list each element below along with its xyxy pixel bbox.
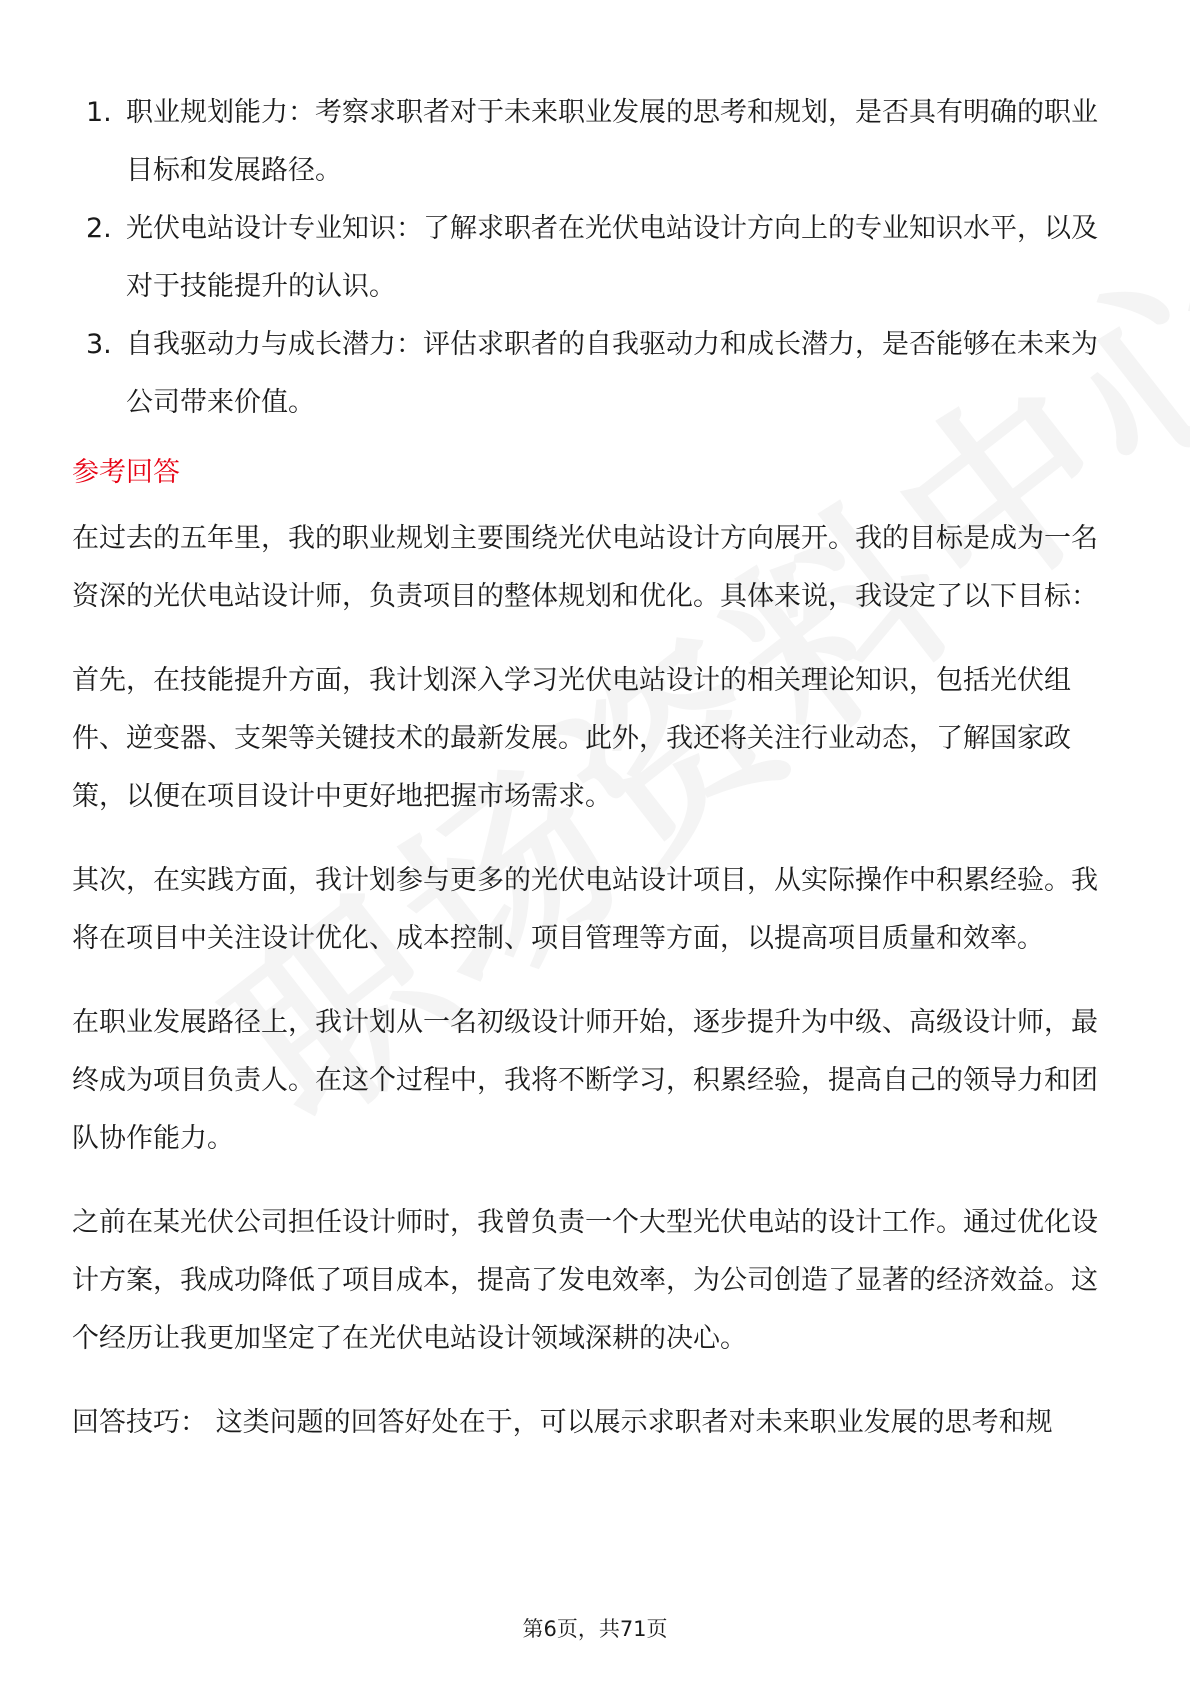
list-item-text: 自我驱动力与成长潜力：评估求职者的自我驱动力和成长潜力，是否能够在未来为公司带来价值。 [126, 329, 1098, 418]
list-item [72, 316, 1122, 432]
paragraph: 首先，在技能提升方面，我计划深入学习光伏电站设计的相关理论知识，包括光伏组件、逆变器、支架等关键技术的最新发展。此外，我还将关注行业动态，了解国家政策，以便在项目设计中更好地把握市场需求。 [72, 665, 1071, 812]
page-number: 第6页，共71页 [522, 1617, 668, 1641]
list-item-number: 1. [86, 97, 112, 128]
evaluation-criteria-list [72, 84, 1122, 432]
list-item [72, 84, 1122, 200]
list-item-number: 2. [86, 213, 112, 244]
list-item-number: 3. [86, 329, 112, 360]
paragraph: 回答技巧： 这类问题的回答好处在于，可以展示求职者对未来职业发展的思考和规 [72, 1407, 1053, 1438]
paragraph: 之前在某光伏公司担任设计师时，我曾负责一个大型光伏电站的设计工作。通过优化设计方案，我成功降低了项目成本，提高了发电效率，为公司创造了显著的经济效益。这个经历让我更加坚定了在光伏电站设计领域深耕的决心。 [72, 1207, 1098, 1354]
section-title: 参考回答 [72, 457, 180, 488]
list-item-text: 光伏电站设计专业知识：了解求职者在光伏电站设计方向上的专业知识水平，以及对于技能提升的认识。 [126, 213, 1098, 302]
paragraph: 在过去的五年里，我的职业规划主要围绕光伏电站设计方向展开。我的目标是成为一名资深的光伏电站设计师，负责项目的整体规划和优化。具体来说，我设定了以下目标： [72, 523, 1098, 612]
paragraph: 其次，在实践方面，我计划参与更多的光伏电站设计项目，从实际操作中积累经验。我将在项目中关注设计优化、成本控制、项目管理等方面，以提高项目质量和效率。 [72, 865, 1098, 954]
list-item-text: 职业规划能力：考察求职者对于未来职业发展的思考和规划，是否具有明确的职业目标和发展路径。 [126, 97, 1098, 186]
list-item [72, 200, 1122, 316]
document-body [72, 84, 1122, 1478]
paragraph: 在职业发展路径上，我计划从一名初级设计师开始，逐步提升为中级、高级设计师，最终成为项目负责人。在这个过程中，我将不断学习，积累经验，提高自己的领导力和团队协作能力。 [72, 1007, 1098, 1154]
